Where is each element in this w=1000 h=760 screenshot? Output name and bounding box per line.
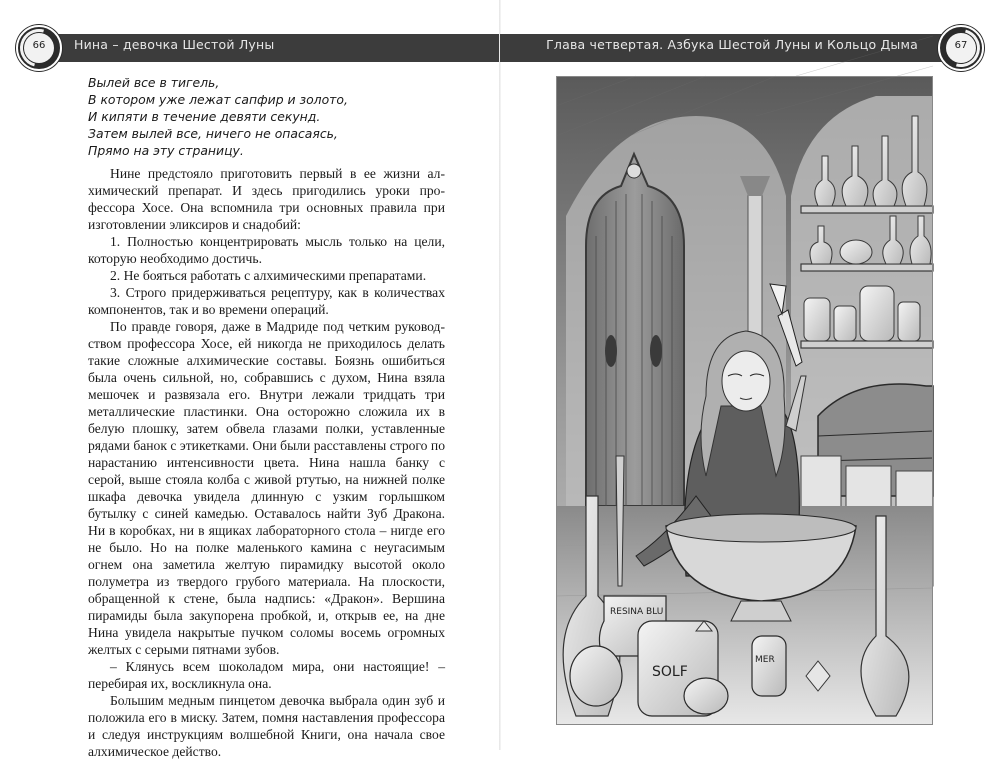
poem-line: Вылей все в тигель, — [88, 75, 220, 90]
right-header-bar — [500, 34, 966, 62]
list-item: 2. Не бояться работать с алхимическими препаратами. — [110, 268, 427, 283]
running-head-left: Нина – девочка Шестой Луны — [74, 37, 275, 52]
list-item: 3. Строго придерживаться рецептуру, как в количествах компонентов, так и во времени операций. — [88, 285, 445, 317]
body-text — [88, 165, 445, 760]
left-page — [0, 0, 500, 759]
left-header-bar — [34, 34, 500, 62]
poem-line: В котором уже лежат сапфир и золото, — [88, 92, 348, 107]
poem-line: Прямо на эту страницу. — [88, 143, 244, 158]
jar-label: MER — [755, 655, 775, 665]
jar-label: RESINA BLU — [610, 607, 664, 617]
paragraph: Большим медным пинцетом девочка выбрала один зуб и положила его в миску. Затем, помня наставления профессора и следуя инструкциям волшебной Книги, она начала свое алхимическое действо. — [88, 693, 445, 759]
jar-label: SOLF — [652, 664, 688, 680]
page-number-badge-right — [938, 25, 984, 71]
alchemy-lab-drawing — [556, 76, 933, 725]
paragraph: Нине предстояло приготовить первый в ее жизни алхимический препарат. И здесь пригодились уроки профессора Хосе. Она вспомнила три основных правила при изготовлении эликсиров и снадобий: — [88, 166, 445, 232]
page-number-right: 67 — [954, 40, 968, 51]
list-item: 1. Полностью концентрировать мысль только на цели, которую необходимо достичь. — [88, 234, 445, 266]
poem — [88, 74, 468, 159]
page-number-left: 66 — [32, 40, 46, 51]
poem-line: Затем вылей все, ничего не опасаясь, — [88, 126, 338, 141]
paragraph: По правде говоря, даже в Мадриде под четким руководством профессора Хосе, ей никогда не приходилось делать такие сложные алхимические составы. Боязнь ошибиться была очень сильной, но, собравшись с духом, Нина взяла мешочек и развязала его. Внутри лежали тридцать три металлические пластинки. Она осторожно сложила их в белую плошку, затем обвела глазами полки, уставленные рядами банок с этикетками. Они были расставлены строго по нарастанию интенсивности цвета. Нина нашла банку с серой, выше стояла колба с живой ртутью, на нижней полке шкафа девочка увидела длинную с узким горлышком бутылку с синей камедью. Оставалось найти Зуб Дракона. Ни в коробках, ни в ящиках лабораторного стола – нигде его не было. Но на полке маленького камина с неугасимым огнем она заметила желтую пирамидку высотой около полуметра из твердого грубого материала. На плоскости, обращенной к стене, была надпись: «Дракон». Вершина пирамиды была закупорена пробкой, и, открыв ее, на дне Нина увидела накрытые пучком соломы восемь огромных желтых с серыми пятнами зубов. — [88, 319, 445, 657]
dialogue-paragraph: – Клянусь всем шоколадом мира, они настоящие! – перебирая их, воскликнула она. — [88, 659, 445, 691]
poem-line: И кипяти в течение девяти секунд. — [88, 109, 321, 124]
pencil-illustration — [556, 76, 933, 725]
running-head-right: Глава четвертая. Азбука Шестой Луны и Кольцо Дыма — [546, 37, 918, 52]
page-number-badge-left — [16, 25, 62, 71]
